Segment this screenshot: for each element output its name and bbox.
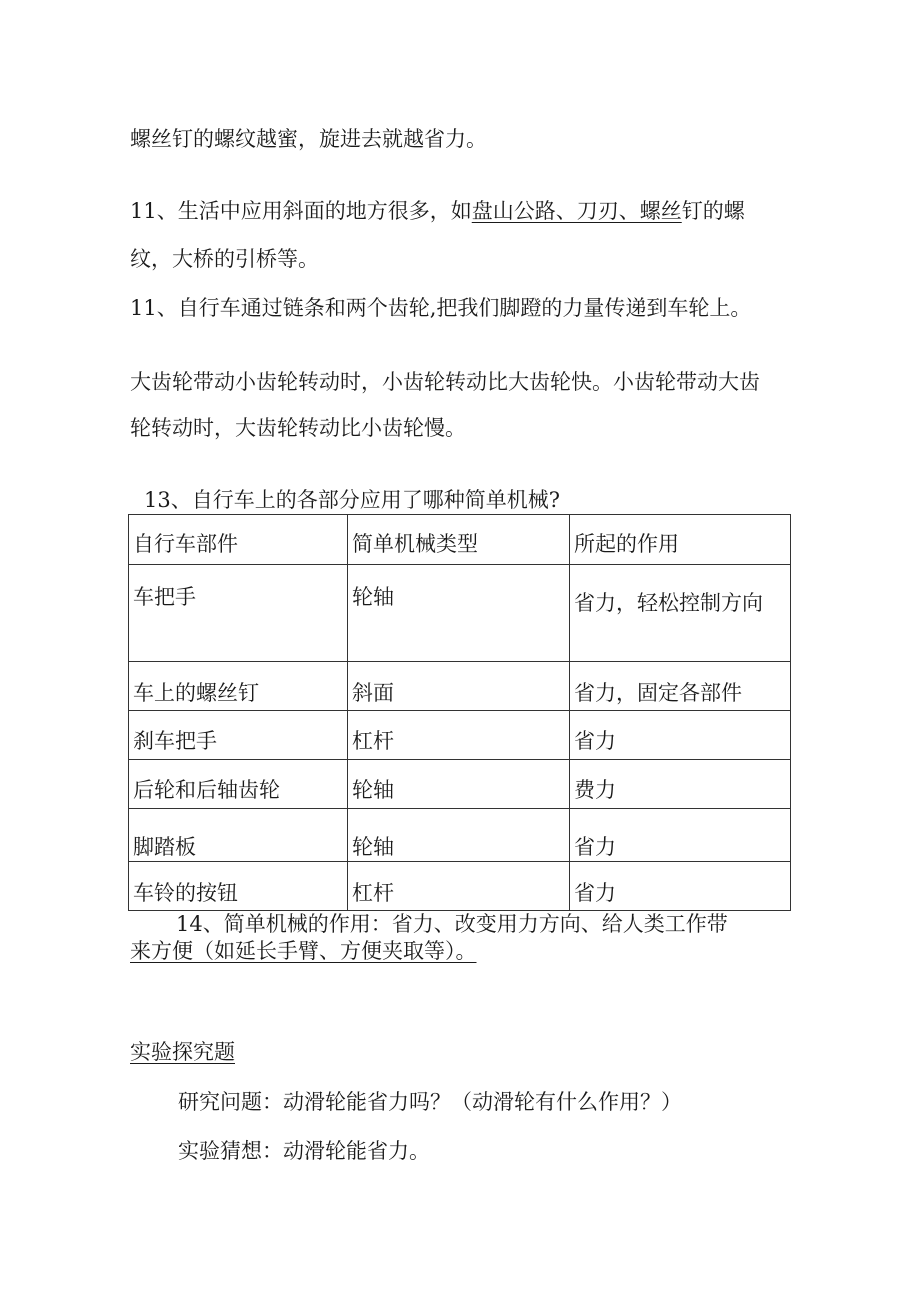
table-cell: 车上的螺丝钉 bbox=[129, 662, 348, 711]
table-header-cell: 自行车部件 bbox=[129, 515, 348, 565]
paragraph-screw-thread: 螺丝钉的螺纹越蜜，旋进去就越省力。 bbox=[130, 127, 487, 151]
table-row bbox=[129, 711, 791, 760]
table-cell: 省力 bbox=[570, 711, 791, 760]
table-cell: 省力 bbox=[570, 809, 791, 862]
table-cell: 杠杆 bbox=[348, 711, 570, 760]
table-cell: 车铃的按钮 bbox=[129, 862, 348, 911]
bicycle-machines-table bbox=[128, 514, 791, 911]
incline-text-after: 钉的螺 bbox=[681, 199, 745, 223]
paragraph-11-bicycle-chain: 11、自行车通过链条和两个齿轮,把我们脚蹬的力量传递到车轮上。 bbox=[130, 296, 752, 320]
question-13-title: 13、自行车上的各部分应用了哪种简单机械? bbox=[144, 488, 560, 512]
incline-text-before: 11、生活中应用斜面的地方很多，如 bbox=[130, 199, 472, 223]
incline-underlined-examples: 盘山公路、刀刃、螺丝 bbox=[471, 199, 682, 223]
section-title-experiment: 实验探究题 bbox=[130, 1040, 235, 1064]
table-cell: 省力，轻松控制方向 bbox=[570, 565, 791, 662]
experiment-hypothesis: 实验猜想：动滑轮能省力。 bbox=[178, 1139, 430, 1163]
research-question: 研究问题：动滑轮能省力吗？（动滑轮有什么作用？） bbox=[178, 1090, 682, 1114]
table-cell: 后轮和后轴齿轮 bbox=[129, 760, 348, 809]
table-header-cell: 简单机械类型 bbox=[348, 515, 570, 565]
table-cell: 轮轴 bbox=[348, 760, 570, 809]
table-cell: 轮轴 bbox=[348, 809, 570, 862]
table-cell: 费力 bbox=[570, 760, 791, 809]
paragraph-14-line1: 14、简单机械的作用：省力、改变用力方向、给人类工作带 bbox=[176, 912, 728, 936]
table-row bbox=[129, 809, 791, 862]
table-cell: 杠杆 bbox=[348, 862, 570, 911]
table-cell: 省力，固定各部件 bbox=[570, 662, 791, 711]
paragraph-14-line2: 来方便（如延长手臂、方便夹取等）。 bbox=[130, 939, 477, 963]
paragraph-11-incline-line1 bbox=[130, 201, 745, 222]
table-cell: 省力 bbox=[570, 862, 791, 911]
table-cell: 斜面 bbox=[348, 662, 570, 711]
paragraph-gears-line2: 轮转动时，大齿轮转动比小齿轮慢。 bbox=[130, 416, 466, 440]
table-cell: 车把手 bbox=[129, 565, 348, 662]
paragraph-11-incline-line2: 纹，大桥的引桥等。 bbox=[130, 247, 319, 271]
table-header-cell: 所起的作用 bbox=[570, 515, 791, 565]
table-cell: 轮轴 bbox=[348, 565, 570, 662]
table-row bbox=[129, 862, 791, 911]
table-cell: 脚踏板 bbox=[129, 809, 348, 862]
table-row bbox=[129, 662, 791, 711]
table-row bbox=[129, 760, 791, 809]
table-row bbox=[129, 565, 791, 662]
table-header-row bbox=[129, 515, 791, 565]
paragraph-gears-line1: 大齿轮带动小齿轮转动时，小齿轮转动比大齿轮快。小齿轮带动大齿 bbox=[130, 370, 760, 394]
table-cell: 刹车把手 bbox=[129, 711, 348, 760]
